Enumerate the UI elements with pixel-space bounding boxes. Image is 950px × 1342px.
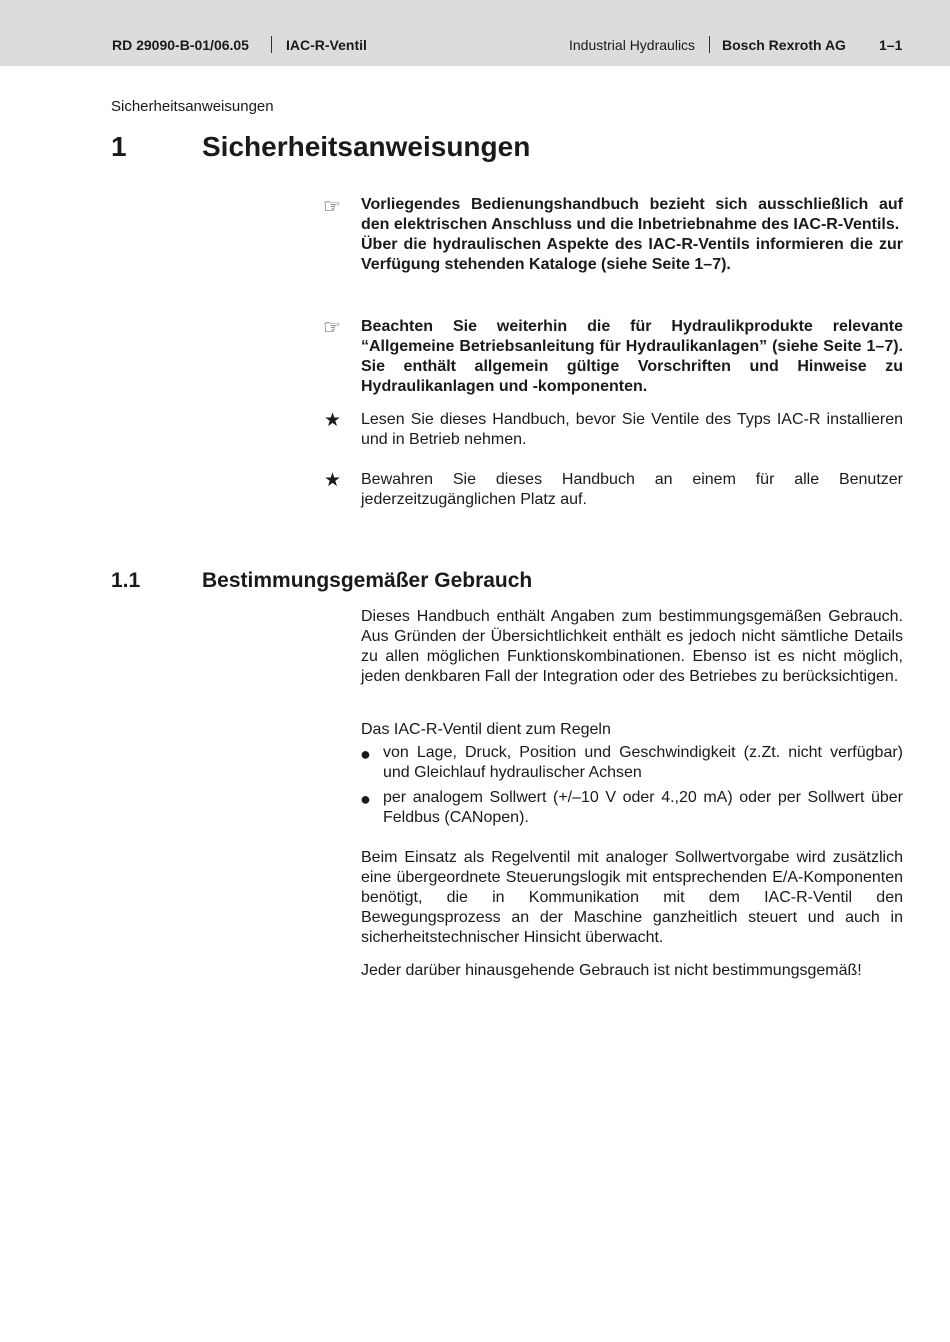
pointing-hand-icon: ☞ (323, 317, 341, 339)
header-divider (271, 36, 272, 53)
body-paragraph: Jeder darüber hinausgehende Gebrauch ist nicht bestimmungsgemäß! (361, 962, 862, 979)
page-header (0, 0, 950, 66)
note-paragraph: Lesen Sie dieses Handbuch, bevor Sie Ventile des Typs IAC-R installieren und in Betrieb nehmen. (361, 411, 903, 448)
section-title: Sicherheitsanweisungen (202, 131, 531, 162)
subsection-title: Bestimmungsgemäßer Gebrauch (202, 569, 533, 592)
note-paragraph: Bewahren Sie dieses Handbuch an einem für alle Benutzer jederzeitzugänglichen Platz auf. (361, 471, 903, 508)
list-item: per analogem Sollwert (+/–10 V oder 4.,20 mA) oder per Sollwert über Feldbus (CANopen). (383, 789, 903, 826)
body-paragraph: Dieses Handbuch enthält Angaben zum bestimmungsgemäßen Gebrauch. Aus Gründen der Übersichtlichkeit enthält es jedoch nicht sämtliche Details zu allen möglichen Funktionskombinationen. Ebenso ist es nicht möglich, jeden denkbaren Fall der Integration oder des Betriebes zu berücksichtigen. (361, 608, 903, 685)
star-icon: ★ (324, 410, 342, 431)
note-paragraph: Beachten Sie weiterhin die für Hydraulikprodukte relevante “Allgemeine Betriebsanleitung für Hydraulikanlagen” (siehe Seite 1–7). Sie enthält allgemein gültige Vorschriften und Hinweise zu Hydraulikanlagen und -komponenten. (361, 318, 903, 395)
division-name: Industrial Hydraulics (569, 37, 696, 53)
section-number: 1 (111, 131, 127, 162)
bullet-icon: ● (360, 789, 371, 809)
note-text: Über die hydraulischen Aspekte des IAC-R-Ventils informieren die zur Verfügung stehenden Kataloge (siehe Seite 1–7). (361, 236, 903, 273)
header-divider (709, 36, 710, 53)
list-item: von Lage, Druck, Position und Geschwindigkeit (z.Zt. nicht verfügbar) und Gleichlauf hydraulischer Achsen (383, 744, 903, 781)
list-intro: Das IAC-R-Ventil dient zum Regeln (361, 721, 611, 738)
page-number: 1–1 (879, 37, 903, 53)
bullet-icon: ● (360, 744, 371, 764)
company-name: Bosch Rexroth AG (722, 37, 846, 53)
star-icon: ★ (324, 470, 342, 491)
running-head: Sicherheitsanweisungen (111, 98, 274, 115)
body-paragraph: Beim Einsatz als Regelventil mit analoger Sollwertvorgabe wird zusätzlich eine übergeordnete Steuerungslogik mit entsprechenden E/A-Komponenten benötigt, die in Kommunikation mit dem IAC-R-Ventil den Bewegungsprozess an der Maschine ganzheitlich steuert und auch in sicherheitstechnischer Hinsicht überwacht. (361, 849, 903, 946)
subsection-number: 1.1 (111, 569, 141, 592)
pointing-hand-icon: ☞ (323, 196, 341, 218)
note-text: Vorliegendes Bedienungshandbuch bezieht sich ausschließlich auf den elektrischen Anschluss und die Inbetriebnahme des IAC-R-Ventils. (361, 196, 903, 233)
note-paragraph (361, 195, 903, 275)
product-name: IAC-R-Ventil (286, 37, 367, 53)
doc-number: RD 29090-B-01/06.05 (112, 37, 249, 53)
